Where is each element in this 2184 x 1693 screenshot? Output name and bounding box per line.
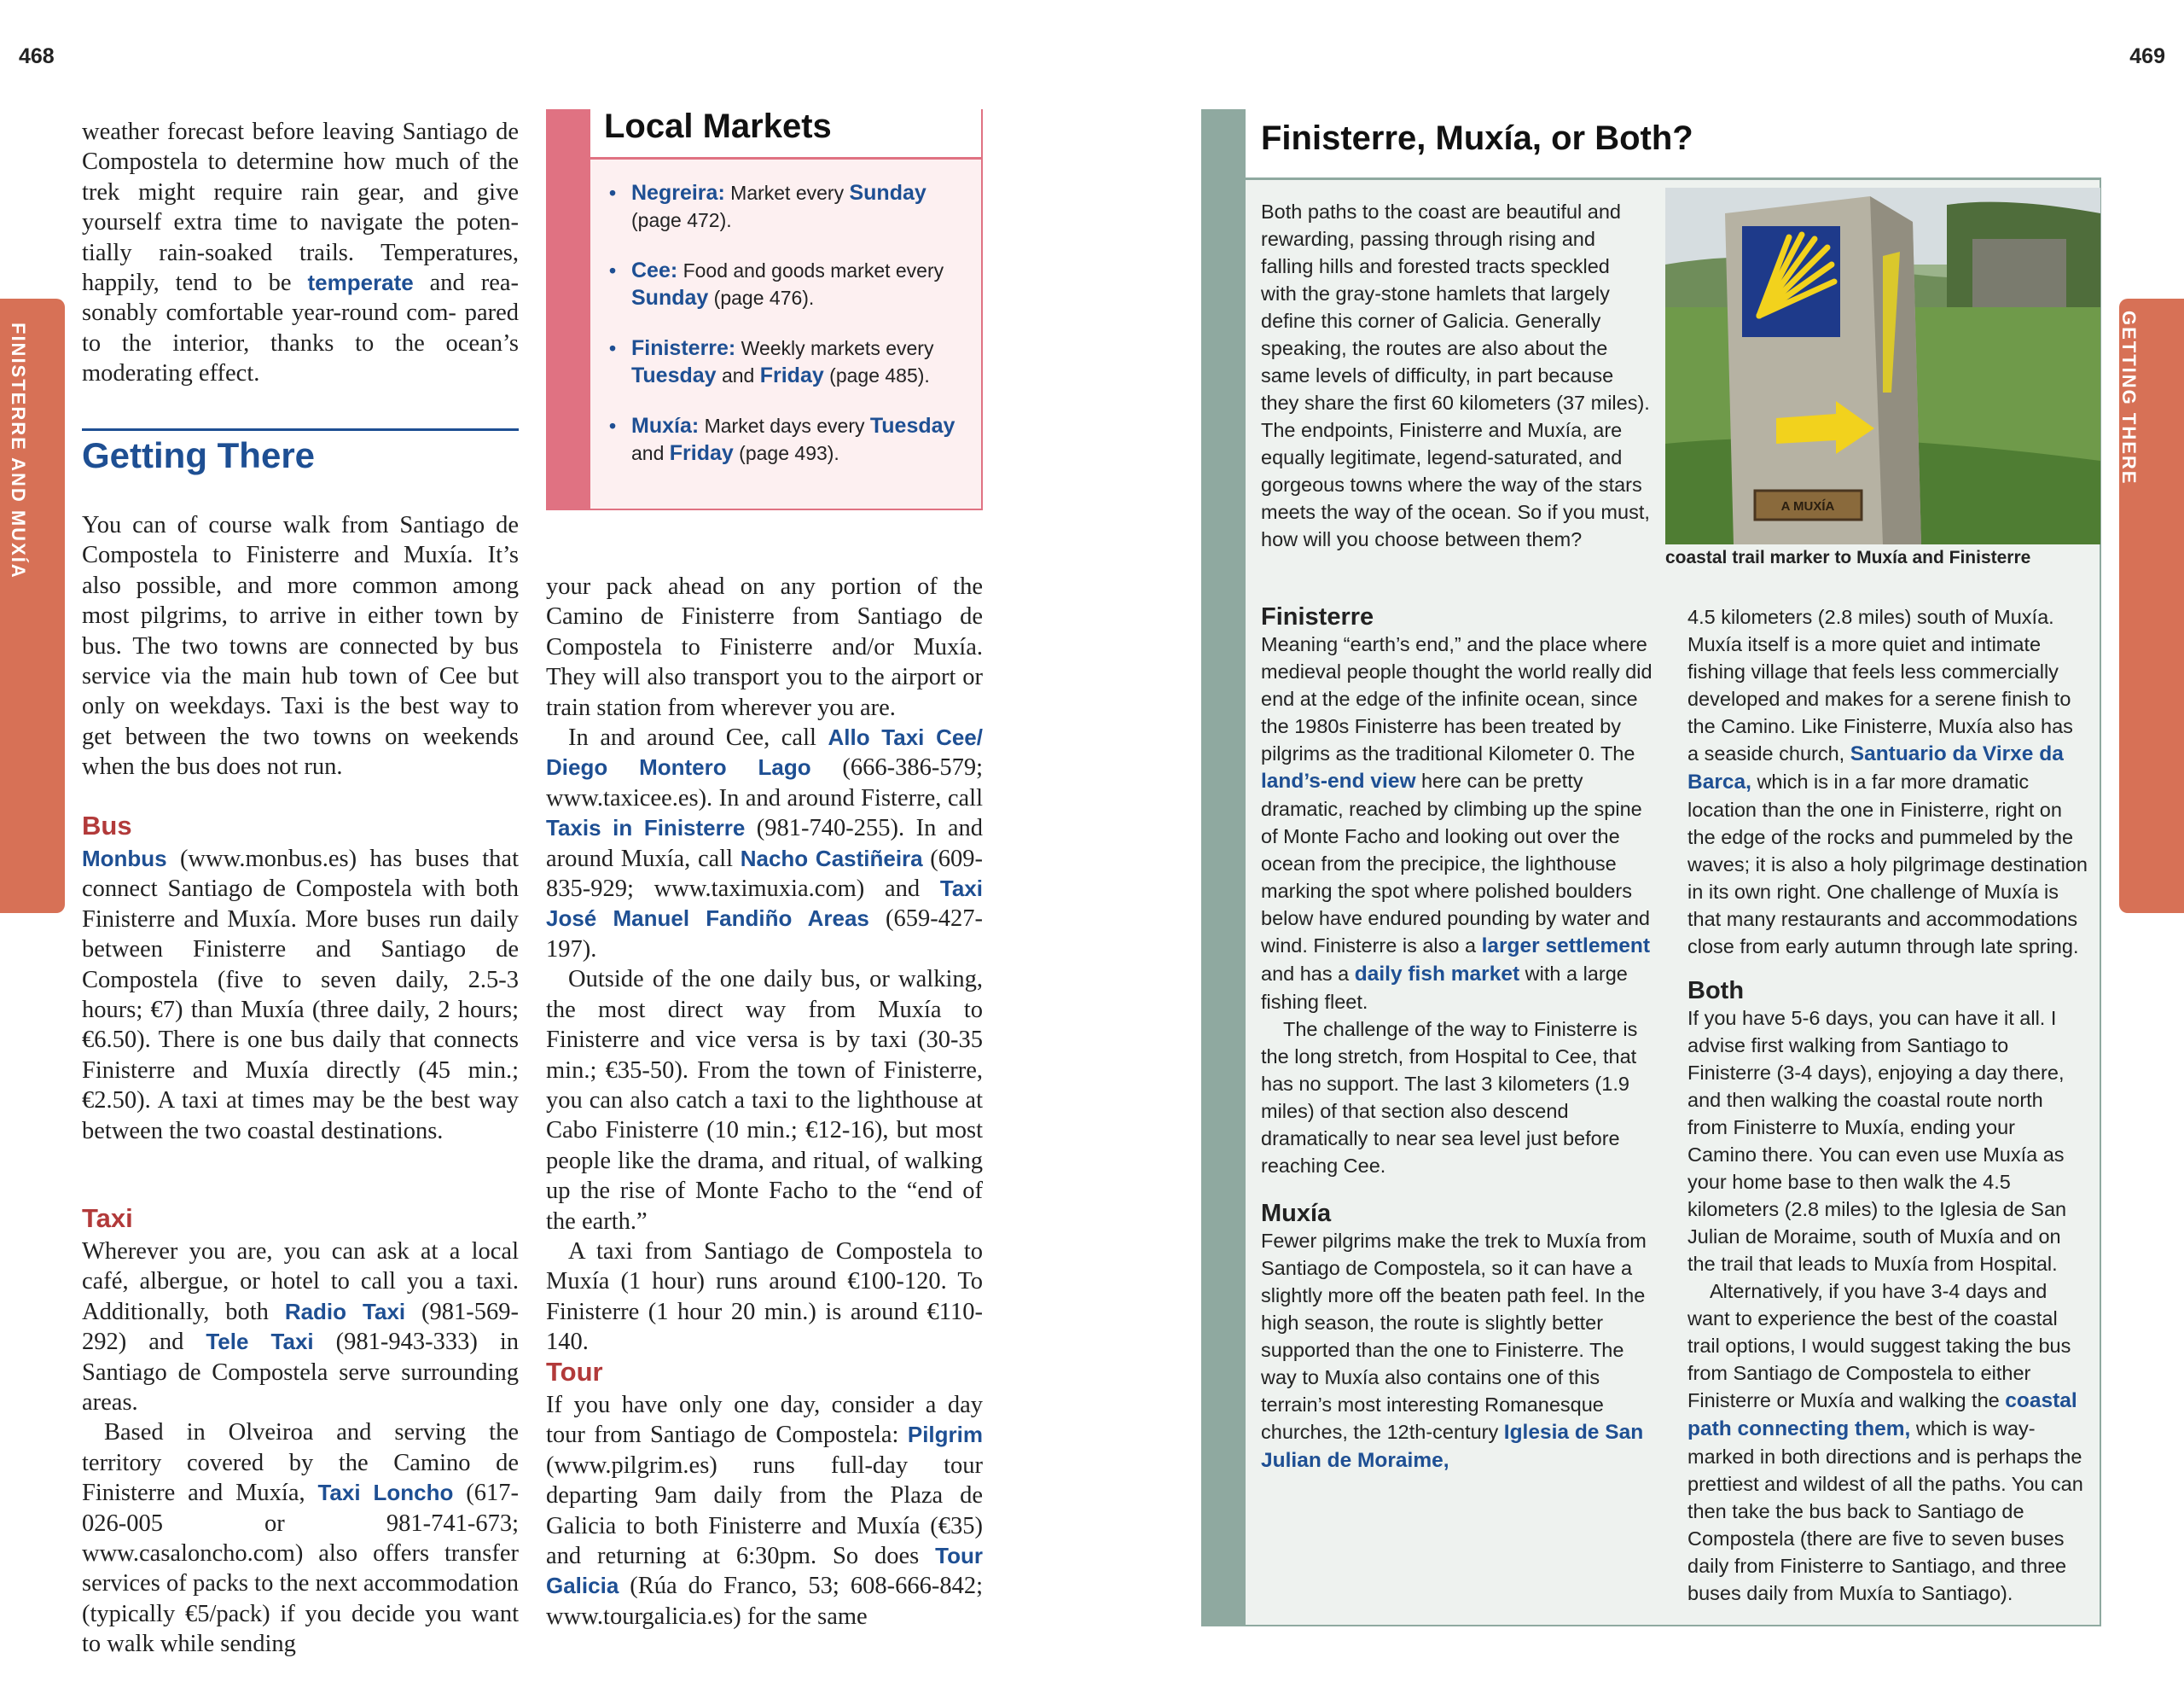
page-number-left: 468 [19,44,55,68]
link-daily-fish-market[interactable]: daily fish market [1354,963,1520,986]
link-taxis-in-finisterre[interactable]: Taxis in Finisterre [546,815,746,841]
link-monbus[interactable]: Monbus [82,846,167,871]
taxi-text: Wherever you are, you can ask at a local café, albergue, or hotel to call you a taxi. Additionally, both Radio Taxi (981-569-292) and Tele Taxi (981-943-333) in Santiago de Compostela serve surrounding areas. Based in Olveiroa and serving the territory covered by the Camino de Finisterre and Muxía, Taxi Loncho (617-026-005 or 981-741-673; www.casaloncho.com) also offers transfer services of packs to the next accommodation (typically €5/pack) if you decide you want to walk while sending [82,1238,519,1658]
side-tab-right-label: GETTING THERE [2118,311,2140,486]
market-item-finisterre: • Finisterre: Weekly markets every Tuesday and Friday (page 485). [609,336,934,387]
trail-marker-illustration [1665,188,2100,544]
tour-text: If you have only one day, consider a day tour from Santiago de Compostela: Pilgrim (www.pilgrim.es) runs full-day tour departing 9am daily from the Plaza de Galicia to both Finisterre and Muxía (€35) and returning at 6:30pm. So does Tour Galicia (Rúa do Franco, 53; 608-666-842; www.tourgalicia.es) for the same [546,1392,983,1630]
heading-finisterre: Finisterre [1261,603,1374,631]
local-markets-list [606,179,973,490]
sidebar-bottom-border [1246,1625,2101,1626]
muxia-continued: 4.5 kilometers (2.8 miles) south of Muxía. Muxía itself is a more quiet and intimate fishing village that feels less commercially developed and makes for a serene finish to the Camino. Like Finisterre, Muxía also has a seaside church, Santuario da Virxe da Barca, which is in a far more dramatic location than the one in Finisterre, right on the edge of the rocks and pummeled by the waves; it is also a holy pilgrimage destination in its own right. One challenge of Muxía is that many restaurants and accommodations close from early autumn through late spring. [1687,606,2088,957]
sidebar-title: Finisterre, Muxía, or Both? [1261,119,1693,157]
link-tour-galicia[interactable]: Tour Galicia [546,1543,983,1599]
local-markets-title: Local Markets [604,108,832,145]
column-1-top-text: weather forecast before leaving Santiago de Compostela to determine how much of the trek might require rain gear, and give yourself extra time to navigate the poten- tially rain-soaked trails. Temperatures, happily, tend to be temperate and rea- sonably comfortable year-round com- pared to the interior, thanks to the ocean’s moderating effect. [82,119,520,387]
link-nacho-castineira[interactable]: Nacho Castiñeira [740,845,923,871]
link-allo-taxi-cee[interactable]: Allo Taxi Cee/ Diego Montero Lago [546,724,983,781]
getting-there-intro: You can of course walk from Santiago de Compostela to Finisterre and Muxía. It’s also possible, and more common among most pilgrims, to arrive in either town by bus. The two towns are connected by bus service via the main hub town of Cee but only on weekdays. Taxi is the best way to get between the two towns on weekends when the bus does not run. [82,512,519,781]
link-taxi-loncho[interactable]: Taxi Loncho [317,1480,454,1506]
marker-plaque-label: A MUXÍA [1780,499,1835,514]
heading-bus: Bus [82,811,132,841]
link-pilgrim[interactable]: Pilgrim [907,1422,983,1448]
heading-muxia: Muxía [1261,1200,1332,1227]
sidebar-column-1: Finisterre Meaning “earth’s end,” and the place where medieval people thought the world really did end at the edge of the infinite ocean, since the 1980s Finisterre has been treated by pilgrims as the traditional Kilometer 0. The land’s-end view here can be pretty dramatic, reached by climbing up the spine of Monte Facho and looking out over the ocean from the precipice, the lighthouse marking the spot where polished boulders below have endured pounding by water and wind. Finisterre is also a larger settlement and has a daily fish market with a large fishing fleet. The challenge of the way to Finisterre is the long stretch, from Hospital to Cee, that has no support. The last 3 kilometers (1.9 miles) of that section also descend dramatically to near sea level just before reaching Cee. Muxía Fewer pilgrims make the trek to Muxía from Santiago de Compostela, so it can have a slightly more off the beaten path feel. In the high season, the route is slightly better supported than the one to Finisterre. The way to Muxía also contains one of this terrain’s most interesting Romanesque churches, the 12th-century Iglesia de San Julian de Moraime, [1261,603,1655,1475]
market-item-negreira: • Negreira: Market every Sunday (page 472). [609,181,926,231]
side-tab-left-label: FINISTERRE AND MUXÍA [8,323,29,579]
link-taxi-jose-manuel[interactable]: Taxi José Manuel Fandiño Areas [546,876,983,932]
market-item-muxia: • Muxía: Market days every Tuesday and Friday (page 493). [609,414,956,465]
link-coastal-path[interactable]: coastal path connecting them, [1687,1389,2077,1440]
page-number-right: 469 [2129,44,2165,68]
sidebar-column-2: 4.5 kilometers (2.8 miles) south of Muxía. Muxía itself is a more quiet and intimate fishing village that feels less commercially developed and makes for a serene finish to the Camino. Like Finisterre, Muxía also has a seaside church, Santuario da Virxe da Barca, which is in a far more dramatic location than the one in Finisterre, right on the edge of the rocks and pummeled by the waves; it is also a holy pilgrimage destination in its own right. One challenge of Muxía is that many restaurants and accommodations close from early autumn through late spring. Both If you have 5-6 days, you can have it all. I advise first walking from Santiago to Finisterre (3-4 days), enjoying a day there, and then walking the coastal route north from Finisterre to Muxía, ending your Camino there. You can even use Muxía as your home base to then walk the 4.5 kilometers (2.8 miles) to the Iglesia de San Julian de Moraime, south of Muxía and on the trail that leads to Muxía from Hospital. Alternatively, if you have 3-4 days and want to experience the best of the coastal trail options, I would suggest taking the bus from Santiago de Compostela to either Finisterre or Muxía and walking the coastal path connecting them, which is way-marked in both directions and is perhaps the prettiest and wildest of all the paths. You can then take the bus back to Santiago de Compostela (there are five to seven buses daily from Finisterre to Santiago, and three buses daily from Muxía to Santiago). [1687,603,2088,1607]
link-temperate[interactable]: temperate [307,270,414,296]
heading-taxi: Taxi [82,1203,133,1233]
link-lands-end-view[interactable]: land’s-end view [1261,770,1416,793]
column-2-text: your pack ahead on any portion of the Camino de Finisterre from Santiago de Compostela to Finisterre and/or Muxía. They will also transport you to the airport or train station from wherever you are. In and around Cee, call Allo Taxi Cee/ Diego Montero Lago (666-386-579; www.taxicee.es). In and around Fisterre, call Taxis in Finisterre (981-740-255). In and around Muxía, call Nacho Castiñeira (609-835-929; www.taximuxia.com) and Taxi José Manuel Fandiño Areas (659-427-197). Outside of the one daily bus, or walking, the most direct way from Muxía to Finisterre and vice versa is by taxi (30-35 min.; €35-50). From the town of Finisterre, you can also catch a taxi to the lighthouse at Cabo Finisterre (10 min.; €12-16), but most people like the drama, and ritual, of walking up the rise of Monte Facho to the “end of the earth.” A taxi from Santiago de Compostela to Muxía (1 hour) runs around €100-120. To Finisterre (1 hour 20 min.) is around €110-140. [546,573,984,1356]
heading-tour: Tour [546,1357,603,1387]
sidebar-intro: Both paths to the coast are beautiful and rewarding, passing through rising and falling hills and forested tracts speckled with the gray-stone hamlets that largely define this corner of Galicia. Generally speaking, the routes are also about the same levels of difficulty, in part because they share the first 60 kilometers (37 miles). The endpoints, Finisterre and Muxía, are equally legitimate, legend-saturated, and gorgeous towns where the way of the stars meets the way of the ocean. So if you must, how will you choose between them? [1261,201,1650,550]
local-markets-title-rule [590,157,983,160]
link-santuario-virxe-barca[interactable]: Santuario da Virxe da Barca, [1687,742,2064,794]
photo-caption: coastal trail marker to Muxía and Finisterre [1665,548,2031,567]
link-radio-taxi[interactable]: Radio Taxi [284,1298,406,1324]
link-larger-settlement[interactable]: larger settlement [1481,934,1651,957]
bus-text: Monbus (www.monbus.es) has buses that connect Santiago de Compostela with both Finisterre and Muxía. More buses run daily between Finisterre and Santiago de Compostela (five to seven daily, 2.5-3 hours; €7) than Muxía (three daily, 2 hours; €6.50). There is one bus daily that connects Finisterre and Muxía directly (45 min.; €2.50). A taxi at times may be the best way between the two coastal destinations. [82,846,519,1144]
link-iglesia-san-julian[interactable]: Iglesia de San Julian de Moraime, [1261,1421,1644,1472]
link-tele-taxi[interactable]: Tele Taxi [206,1329,314,1355]
trail-marker-photo [1665,188,2100,544]
heading-getting-there: Getting There [82,435,316,475]
local-markets-accent-bar [546,109,590,510]
local-markets-bottom-border [590,509,983,510]
sidebar-accent-bar [1201,109,1246,1626]
local-markets-right-border [981,109,983,510]
heading-rule [82,428,519,431]
heading-both: Both [1687,977,1745,1004]
market-item-cee: • Cee: Food and goods market every Sunday (page 476). [609,259,944,310]
